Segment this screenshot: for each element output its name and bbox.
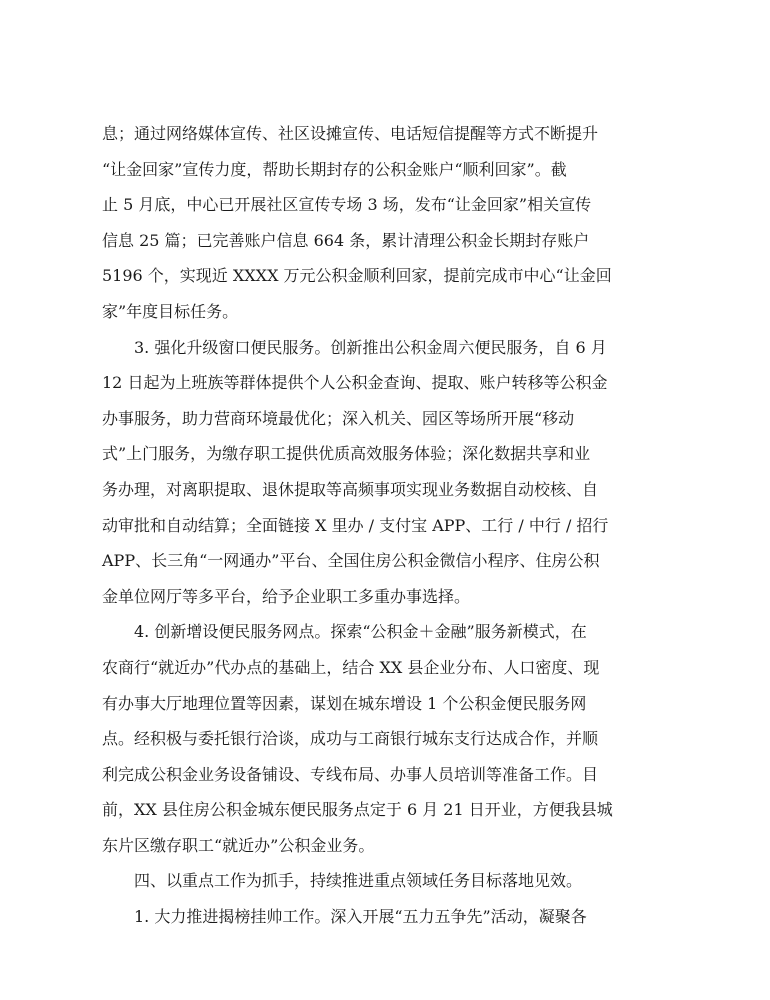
text-line: 利完成公积金业务设备铺设、专线布局、办事人员培训等准备工作。目 (102, 764, 599, 784)
text-line: 金单位网厅等多平台，给予企业职工多重办事选择。 (102, 586, 471, 606)
text-line: 农商行“就近办”代办点的基础上，结合 XX 县企业分布、人口密度、现 (102, 657, 600, 677)
text-line: 止 5 月底，中心已开展社区宣传专场 3 场，发布“让金回家”相关宣传 (102, 195, 592, 215)
text-line: 点。经积极与委托银行洽谈，成功与工商银行城东支行达成合作，并顺 (102, 729, 599, 749)
text-line: 办事服务，助力营商环境最优化；深入机关、园区等场所开展“移动 (102, 408, 575, 428)
paragraph-heading-3: 3. 强化升级窗口便民服务。创新推出公积金周六便民服务，自 6 月 (134, 337, 607, 357)
paragraph-heading-1: 1. 大力推进揭榜挂帅工作。深入开展“五力五争先”活动，凝聚各 (134, 907, 587, 927)
text-line: 5196 个，实现近 XXXX 万元公积金顺利回家，提前完成市中心“让金回 (102, 266, 612, 286)
text-line: 信息 25 篇；已完善账户信息 664 条，累计清理公积金长期封存账户 (102, 230, 590, 250)
paragraph-heading-4: 4. 创新增设便民服务网点。探索“公积金＋金融”服务新模式，在 (134, 622, 587, 642)
document-body (102, 116, 677, 935)
text-line: 12 日起为上班族等群体提供个人公积金查询、提取、账户转移等公积金 (102, 373, 608, 393)
text-line: 务办理，对离职提取、退休提取等高频事项实现业务数据自动校核、自 (102, 479, 599, 499)
text-line: 式”上门服务，为缴存职工提供优质高效服务体验；深化数据共享和业 (102, 444, 591, 464)
text-line: APP、长三角“一网通办”平台、全国住房公积金微信小程序、住房公积 (102, 551, 600, 571)
text-line: 息；通过网络媒体宣传、社区设摊宣传、电话短信提醒等方式不断提升 (102, 124, 599, 143)
text-line: 东片区缴存职工“就近办”公积金业务。 (102, 835, 375, 855)
text-line: 前，XX 县住房公积金城东便民服务点定于 6 月 21 日开业，方便我县城 (102, 800, 613, 820)
text-line: “让金回家”宣传力度，帮助长期封存的公积金账户“顺利回家”。截 (102, 159, 567, 179)
section-heading-4: 四、以重点工作为抓手，持续推进重点领域任务目标落地见效。 (134, 871, 583, 891)
text-line: 有办事大厅地理位置等因素，谋划在城东增设 1 个公积金便民服务网 (102, 693, 587, 713)
text-line: 家”年度目标任务。 (102, 301, 239, 321)
text-line: 动审批和自动结算；全面链接 X 里办 / 支付宝 APP、工行 / 中行 / 招行 (102, 515, 609, 535)
